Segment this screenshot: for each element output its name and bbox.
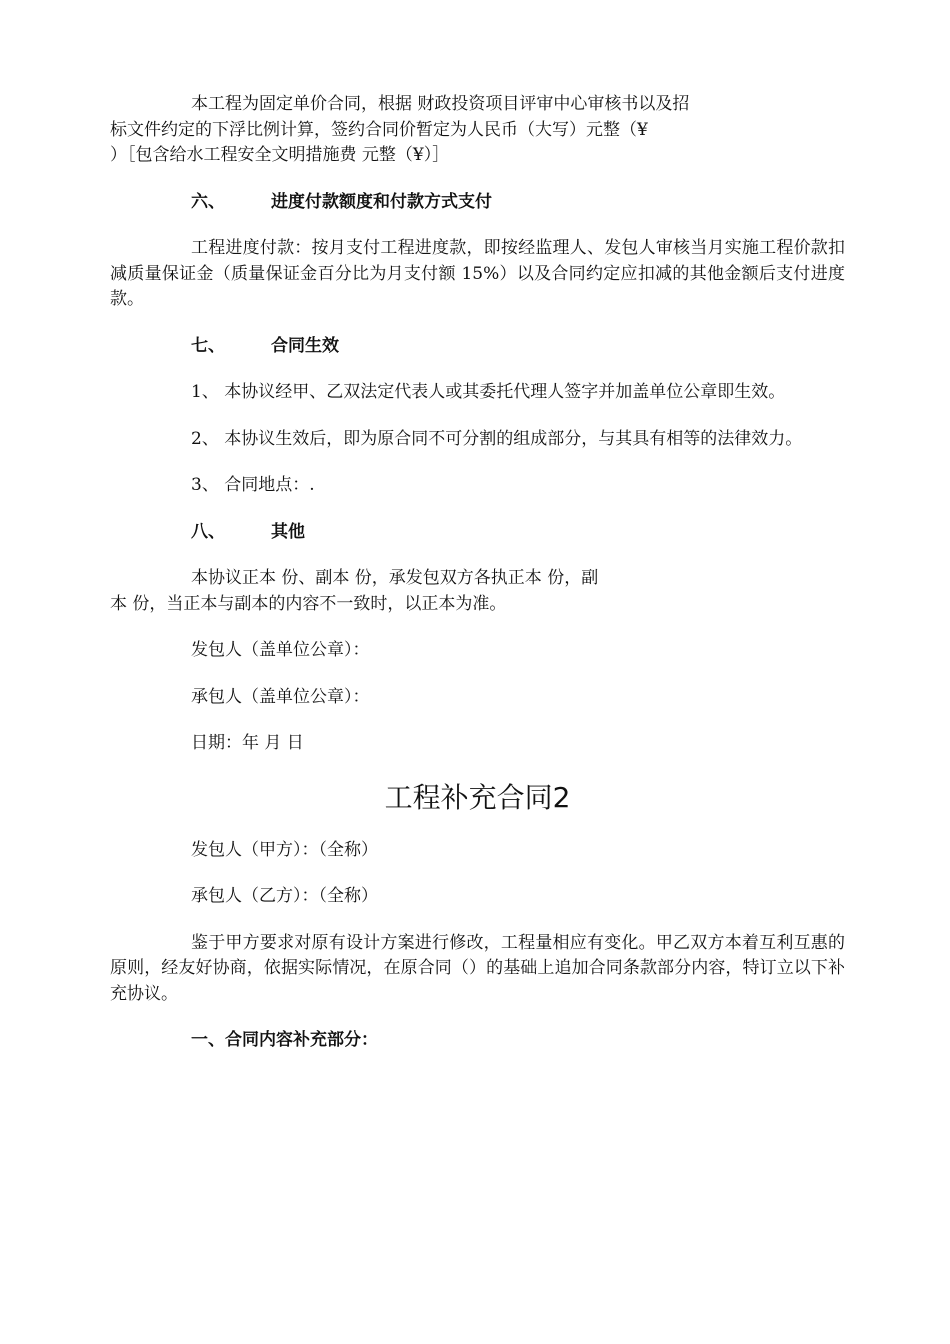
paragraph-line: 本 份，当正本与副本的内容不一致时，以正本为准。 (110, 593, 507, 614)
effect-clause-2: 2、 本协议生效后，即为原合同不可分割的组成部分，与其具有相等的法律效力。 (191, 428, 803, 449)
paragraph-line: 本协议正本 份、副本 份，承发包双方各执正本 份，副 (191, 568, 599, 588)
paragraph-line: 标文件约定的下浮比例计算，签约合同价暂定为人民币（大写）元整（¥ (110, 119, 648, 140)
section-heading-1: 一、合同内容补充部分： (191, 1030, 378, 1050)
section-heading-6 (191, 190, 845, 216)
section-title: 其他 (271, 521, 305, 542)
section-number: 七、 (191, 335, 225, 356)
signature-date: 日期：年 月 日 (191, 733, 304, 753)
contract-price-paragraph (110, 92, 845, 169)
progress-payment-paragraph: 工程进度付款：按月支付工程进度款，即按经监理人、发包人审核当月实施工程价款扣减质量保证金（质量保证金百分比为月支付额 15%）以及合同约定应扣减的其他金额后支付进度款。 (110, 238, 845, 309)
effect-clause-3: 3、 合同地点：. (191, 475, 315, 495)
section-heading-7 (191, 334, 845, 360)
document-page (110, 92, 845, 1075)
preamble-paragraph: 鉴于甲方要求对原有设计方案进行修改，工程量相应有变化。甲乙双方本着互利互惠的原则，经友好协商，依据实际情况，在原合同（）的基础上追加合同条款部分内容，特订立以下补充协议。 (110, 932, 845, 1004)
section-number: 八、 (191, 521, 225, 542)
section-title: 合同生效 (271, 335, 339, 356)
party-a-line: 发包人（甲方）：（全称） (191, 839, 378, 860)
section-title: 进度付款额度和付款方式支付 (271, 191, 492, 212)
effect-clause-1: 1、 本协议经甲、乙双法定代表人或其委托代理人签字并加盖单位公章即生效。 (191, 382, 786, 402)
employer-signature: 发包人（盖单位公章）： (191, 640, 370, 660)
document-title: 工程补充合同2 (384, 780, 571, 814)
section-number: 六、 (191, 191, 225, 212)
party-b-line: 承包人（乙方）：（全称） (191, 886, 378, 906)
paragraph-line: 本工程为固定单价合同，根据 财政投资项目评审中心审核书以及招 (191, 94, 690, 114)
copies-paragraph (110, 566, 845, 617)
section-heading-8 (191, 520, 845, 546)
contractor-signature: 承包人（盖单位公章）： (191, 686, 370, 707)
paragraph-line: ）［包含给水工程安全文明措施费 元整（¥）］ (110, 145, 450, 165)
